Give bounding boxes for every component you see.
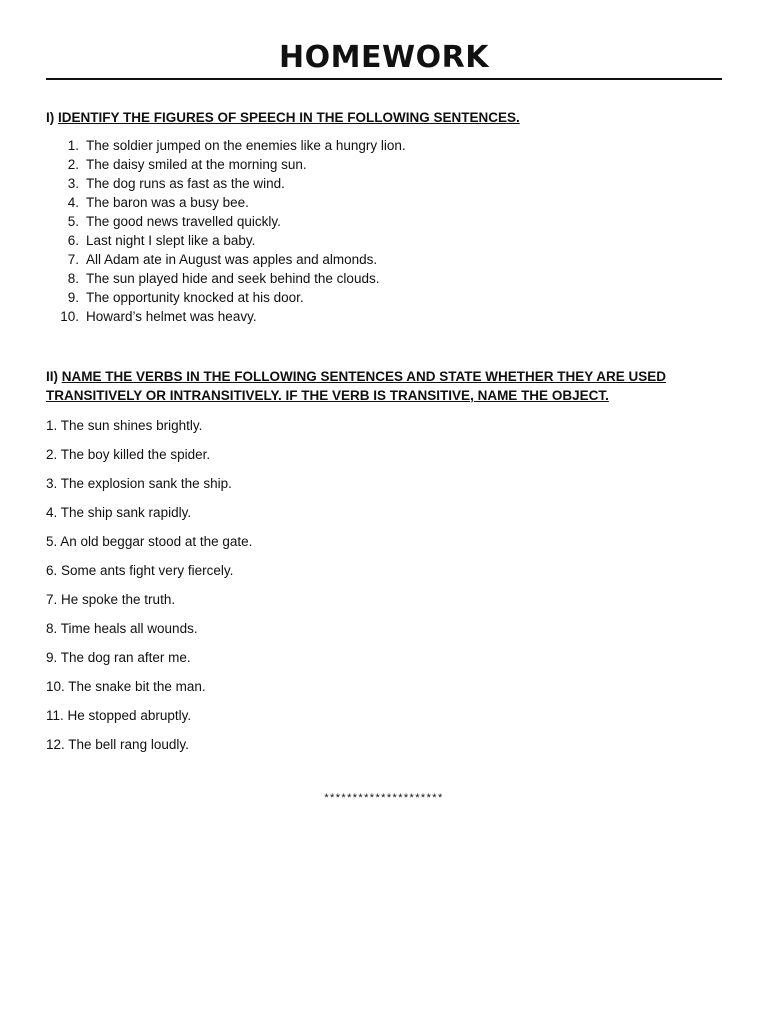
item-number: 8. xyxy=(67,271,79,286)
item-text: The dog runs as fast as the wind. xyxy=(86,176,285,191)
list-item xyxy=(46,269,726,288)
item-number: 1. xyxy=(67,138,79,153)
item-number: 10. xyxy=(60,309,79,324)
section2-heading-line1: NAME THE VERBS IN THE FOLLOWING SENTENCES AND STATE WHETHER THEY ARE USED xyxy=(61,369,667,384)
list-item: 4. The ship sank rapidly. xyxy=(46,505,192,520)
item-text: Last night I slept like a baby. xyxy=(86,233,256,248)
figures-of-speech-list xyxy=(46,136,726,326)
item-number: 9. xyxy=(67,290,79,305)
section1-marker: I) xyxy=(46,110,55,125)
list-item xyxy=(46,250,726,269)
item-number: 2. xyxy=(67,157,79,172)
list-item xyxy=(46,136,726,155)
verbs-list xyxy=(46,416,726,764)
item-text: All Adam ate in August was apples and almonds. xyxy=(86,252,378,267)
list-item: 2. The boy killed the spider. xyxy=(46,447,211,462)
list-item: 5. An old beggar stood at the gate. xyxy=(46,534,253,549)
item-number: 3. xyxy=(67,176,79,191)
list-item xyxy=(46,193,726,212)
list-item: 8. Time heals all wounds. xyxy=(46,621,198,636)
item-text: Howard’s helmet was heavy. xyxy=(86,309,257,324)
item-number: 5. xyxy=(67,214,79,229)
list-item xyxy=(46,174,726,193)
section1-heading-text: IDENTIFY THE FIGURES OF SPEECH IN THE FOLLOWING SENTENCES. xyxy=(58,110,520,125)
section1-heading xyxy=(46,108,726,127)
list-item: 1. The sun shines brightly. xyxy=(46,418,203,433)
list-item: 6. Some ants fight very fiercely. xyxy=(46,563,234,578)
section2-heading-line2: TRANSITIVELY OR INTRANSITIVELY. IF THE VERB IS TRANSITIVE, NAME THE OBJECT. xyxy=(46,388,609,403)
item-number: 7. xyxy=(67,252,79,267)
section2-marker: II) xyxy=(46,369,58,384)
item-number: 4. xyxy=(67,195,79,210)
end-separator: ********************* xyxy=(324,792,444,804)
item-text: The opportunity knocked at his door. xyxy=(86,290,304,305)
list-item xyxy=(46,155,726,174)
item-number: 6. xyxy=(67,233,79,248)
item-text: The sun played hide and seek behind the clouds. xyxy=(86,271,380,286)
list-item xyxy=(46,231,726,250)
item-text: The daisy smiled at the morning sun. xyxy=(86,157,307,172)
list-item: 12. The bell rang loudly. xyxy=(46,737,189,752)
list-item: 7. He spoke the truth. xyxy=(46,592,176,607)
page-title: HOMEWORK xyxy=(279,40,489,75)
title-divider xyxy=(46,78,722,80)
section2-heading xyxy=(46,367,726,405)
list-item xyxy=(46,307,726,326)
list-item: 11. He stopped abruptly. xyxy=(46,708,192,723)
list-item xyxy=(46,212,726,231)
item-text: The good news travelled quickly. xyxy=(86,214,281,229)
item-text: The baron was a busy bee. xyxy=(86,195,249,210)
list-item: 3. The explosion sank the ship. xyxy=(46,476,232,491)
list-item: 10. The snake bit the man. xyxy=(46,679,206,694)
item-text: The soldier jumped on the enemies like a hungry lion. xyxy=(86,138,406,153)
list-item xyxy=(46,288,726,307)
list-item: 9. The dog ran after me. xyxy=(46,650,191,665)
